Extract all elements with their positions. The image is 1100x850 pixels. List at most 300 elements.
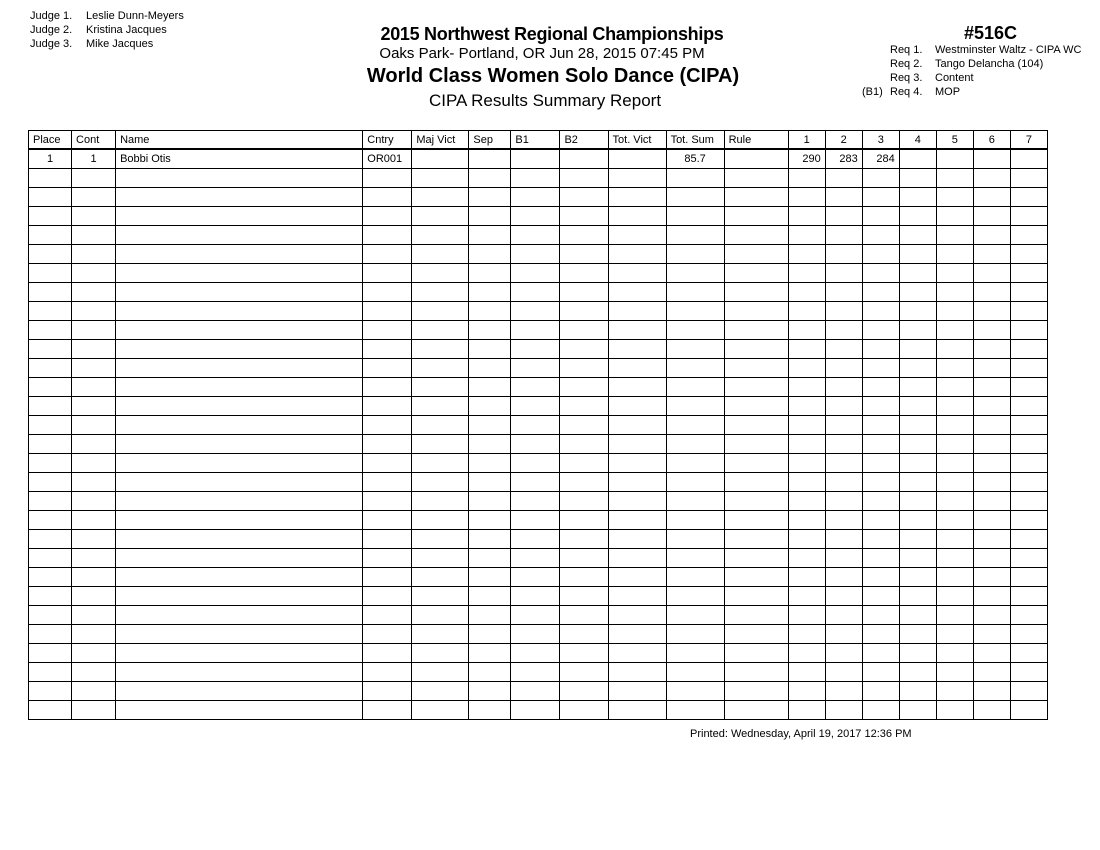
table-cell — [899, 340, 936, 359]
table-cell — [862, 169, 899, 188]
table-cell — [788, 378, 825, 397]
table-cell — [469, 378, 511, 397]
table-cell — [363, 416, 412, 435]
table-cell — [788, 302, 825, 321]
table-cell — [788, 207, 825, 226]
table-cell — [788, 644, 825, 663]
table-cell — [825, 530, 862, 549]
table-cell — [560, 663, 608, 682]
table-cell — [116, 511, 363, 530]
table-cell — [862, 378, 899, 397]
table-cell — [511, 340, 560, 359]
table-cell — [899, 264, 936, 283]
table-cell — [1010, 283, 1047, 302]
table-cell — [936, 169, 973, 188]
table-cell — [936, 188, 973, 207]
table-cell — [825, 283, 862, 302]
table-cell — [666, 701, 724, 720]
requirement-prefix: (B1) — [862, 86, 883, 98]
table-cell — [825, 587, 862, 606]
table-cell — [862, 397, 899, 416]
table-cell — [973, 245, 1010, 264]
table-cell — [560, 511, 608, 530]
table-cell — [511, 435, 560, 454]
table-cell — [936, 682, 973, 701]
table-cell — [560, 473, 608, 492]
table-cell — [560, 549, 608, 568]
results-table-header — [29, 131, 1048, 150]
table-cell — [116, 359, 363, 378]
table-cell — [560, 530, 608, 549]
table-cell — [825, 625, 862, 644]
table-row-empty — [29, 568, 1048, 587]
table-cell — [116, 264, 363, 283]
table-cell — [560, 264, 608, 283]
table-cell — [363, 188, 412, 207]
table-cell — [29, 701, 72, 720]
table-cell — [116, 606, 363, 625]
table-cell — [724, 149, 788, 169]
table-cell — [412, 587, 469, 606]
judge-name: Kristina Jacques — [86, 24, 167, 36]
table-cell — [825, 302, 862, 321]
table-cell — [973, 644, 1010, 663]
table-cell — [899, 549, 936, 568]
table-cell — [72, 663, 116, 682]
table-cell — [899, 454, 936, 473]
table-cell — [560, 625, 608, 644]
table-cell — [973, 321, 1010, 340]
table-cell — [72, 435, 116, 454]
column-header: Rule — [724, 131, 788, 150]
table-cell — [666, 264, 724, 283]
table-cell — [29, 568, 72, 587]
table-cell — [825, 321, 862, 340]
table-cell — [936, 321, 973, 340]
table-cell — [560, 644, 608, 663]
table-row-empty — [29, 473, 1048, 492]
table-cell — [666, 416, 724, 435]
table-cell — [973, 663, 1010, 682]
table-cell — [29, 663, 72, 682]
table-cell — [936, 397, 973, 416]
table-cell — [936, 340, 973, 359]
table-cell — [608, 606, 666, 625]
table-cell — [116, 283, 363, 302]
table-cell — [412, 454, 469, 473]
table-cell — [724, 340, 788, 359]
table-cell — [1010, 530, 1047, 549]
requirement-prefix — [862, 43, 890, 57]
table-row-empty — [29, 264, 1048, 283]
table-cell — [72, 606, 116, 625]
table-cell — [862, 663, 899, 682]
table-cell — [29, 606, 72, 625]
judge-name: Leslie Dunn-Meyers — [86, 10, 184, 22]
table-cell — [511, 207, 560, 226]
results-table-body — [29, 149, 1048, 720]
table-cell — [511, 530, 560, 549]
table-cell — [511, 283, 560, 302]
table-cell — [936, 416, 973, 435]
requirement-label: Req 3. — [890, 72, 923, 84]
column-header: 2 — [825, 131, 862, 150]
table-cell — [788, 264, 825, 283]
table-cell — [1010, 511, 1047, 530]
table-cell — [412, 321, 469, 340]
table-cell — [724, 207, 788, 226]
table-cell — [666, 568, 724, 587]
table-cell — [724, 492, 788, 511]
table-cell — [511, 625, 560, 644]
table-cell — [1010, 321, 1047, 340]
table-row-empty — [29, 606, 1048, 625]
report-name: CIPA Results Summary Report — [428, 91, 662, 110]
table-cell — [72, 188, 116, 207]
table-cell — [363, 207, 412, 226]
table-cell — [724, 302, 788, 321]
table-cell — [936, 511, 973, 530]
table-cell — [788, 511, 825, 530]
table-cell — [72, 701, 116, 720]
table-cell — [788, 682, 825, 701]
table-cell — [862, 416, 899, 435]
table-cell — [862, 454, 899, 473]
table-cell — [862, 245, 899, 264]
table-cell — [825, 454, 862, 473]
table-cell — [363, 359, 412, 378]
table-cell — [608, 188, 666, 207]
table-cell — [29, 530, 72, 549]
table-cell — [72, 321, 116, 340]
column-header: B2 — [560, 131, 608, 150]
table-cell — [936, 149, 973, 169]
table-row-empty — [29, 207, 1048, 226]
table-cell — [412, 149, 469, 169]
table-cell — [560, 454, 608, 473]
table-cell — [560, 340, 608, 359]
table-cell — [973, 149, 1010, 169]
table-cell — [1010, 207, 1047, 226]
table-cell — [469, 226, 511, 245]
table-cell — [72, 302, 116, 321]
table-cell — [862, 549, 899, 568]
table-cell — [936, 283, 973, 302]
table-cell — [936, 359, 973, 378]
table-cell — [825, 606, 862, 625]
table-cell — [412, 245, 469, 264]
table-cell — [29, 378, 72, 397]
table-cell — [469, 473, 511, 492]
table-cell — [469, 682, 511, 701]
table-cell — [936, 530, 973, 549]
table-cell — [936, 549, 973, 568]
table-cell — [560, 359, 608, 378]
table-cell — [1010, 473, 1047, 492]
table-cell — [788, 625, 825, 644]
table-cell — [511, 606, 560, 625]
table-cell — [412, 226, 469, 245]
table-cell — [511, 511, 560, 530]
table-cell — [973, 169, 1010, 188]
table-cell — [511, 264, 560, 283]
table-row-empty — [29, 302, 1048, 321]
table-cell — [666, 663, 724, 682]
table-row-empty — [29, 245, 1048, 264]
table-cell — [724, 226, 788, 245]
table-cell — [72, 454, 116, 473]
table-cell — [788, 606, 825, 625]
table-cell — [666, 359, 724, 378]
table-cell — [862, 587, 899, 606]
table-cell — [724, 663, 788, 682]
table-cell — [724, 188, 788, 207]
table-cell — [825, 682, 862, 701]
requirement-value: Tango Delancha (104) — [935, 58, 1044, 70]
table-cell — [469, 701, 511, 720]
table-cell — [788, 587, 825, 606]
table-cell — [936, 663, 973, 682]
table-cell — [973, 511, 1010, 530]
table-row-empty — [29, 587, 1048, 606]
table-cell — [825, 169, 862, 188]
table-cell — [363, 283, 412, 302]
table-cell — [899, 169, 936, 188]
table-cell — [72, 245, 116, 264]
table-cell — [1010, 340, 1047, 359]
table-cell — [511, 587, 560, 606]
printed-timestamp: Printed: Wednesday, April 19, 2017 12:36 PM — [690, 728, 912, 740]
table-row-empty — [29, 549, 1048, 568]
table-cell — [560, 606, 608, 625]
table-cell — [608, 245, 666, 264]
table-cell — [862, 264, 899, 283]
table-cell: 283 — [825, 149, 862, 169]
table-cell — [724, 416, 788, 435]
table-cell — [469, 302, 511, 321]
table-cell — [788, 359, 825, 378]
table-cell — [469, 359, 511, 378]
table-cell — [412, 188, 469, 207]
table-cell — [666, 169, 724, 188]
table-cell — [560, 321, 608, 340]
requirement-label: Req 1. — [890, 44, 923, 56]
table-cell — [469, 587, 511, 606]
requirement-line — [862, 57, 1081, 71]
table-cell — [899, 397, 936, 416]
table-cell — [862, 606, 899, 625]
table-cell — [973, 606, 1010, 625]
table-cell — [666, 283, 724, 302]
table-cell — [511, 359, 560, 378]
table-cell — [116, 454, 363, 473]
table-cell — [788, 226, 825, 245]
table-cell — [72, 207, 116, 226]
table-cell — [899, 625, 936, 644]
table-cell — [825, 207, 862, 226]
table-cell — [788, 397, 825, 416]
table-cell — [511, 701, 560, 720]
table-cell — [608, 492, 666, 511]
table-cell — [862, 644, 899, 663]
table-cell — [363, 321, 412, 340]
table-cell — [899, 359, 936, 378]
table-cell — [72, 511, 116, 530]
table-cell — [608, 397, 666, 416]
column-header: B1 — [511, 131, 560, 150]
table-cell — [825, 473, 862, 492]
table-cell — [608, 359, 666, 378]
table-cell — [363, 606, 412, 625]
table-cell — [116, 492, 363, 511]
table-cell — [1010, 549, 1047, 568]
table-cell — [29, 169, 72, 188]
table-row-empty — [29, 283, 1048, 302]
table-cell — [724, 644, 788, 663]
table-cell — [724, 264, 788, 283]
table-cell — [29, 511, 72, 530]
requirement-line — [862, 43, 1081, 57]
column-header: 1 — [788, 131, 825, 150]
column-header: 4 — [899, 131, 936, 150]
table-cell — [72, 549, 116, 568]
table-cell — [724, 283, 788, 302]
table-cell — [469, 568, 511, 587]
table-cell — [666, 473, 724, 492]
table-cell — [560, 378, 608, 397]
table-cell — [29, 492, 72, 511]
table-cell — [724, 169, 788, 188]
table-cell — [116, 302, 363, 321]
table-cell — [724, 568, 788, 587]
judge-label: Judge 2. — [30, 24, 73, 36]
column-header: 3 — [862, 131, 899, 150]
table-cell — [973, 283, 1010, 302]
table-cell — [666, 378, 724, 397]
table-cell — [788, 473, 825, 492]
table-cell — [29, 188, 72, 207]
table-cell — [72, 340, 116, 359]
table-cell — [862, 207, 899, 226]
column-header: 5 — [936, 131, 973, 150]
table-cell — [72, 568, 116, 587]
table-row-empty — [29, 169, 1048, 188]
table-cell — [608, 644, 666, 663]
table-cell — [29, 435, 72, 454]
table-cell — [608, 587, 666, 606]
table-row-empty — [29, 492, 1048, 511]
table-cell — [1010, 644, 1047, 663]
table-cell — [29, 245, 72, 264]
table-cell — [72, 378, 116, 397]
column-header: 6 — [973, 131, 1010, 150]
table-cell — [1010, 149, 1047, 169]
table-row-empty — [29, 416, 1048, 435]
table-cell — [511, 644, 560, 663]
event-name: World Class Women Solo Dance (CIPA) — [366, 65, 740, 87]
table-cell — [825, 701, 862, 720]
results-table — [28, 130, 1048, 720]
table-row-empty — [29, 682, 1048, 701]
table-cell — [608, 511, 666, 530]
table-cell — [899, 568, 936, 587]
table-cell — [29, 473, 72, 492]
table-cell — [72, 416, 116, 435]
table-cell — [825, 644, 862, 663]
table-cell — [511, 169, 560, 188]
table-cell — [666, 511, 724, 530]
table-cell — [1010, 378, 1047, 397]
table-cell — [973, 473, 1010, 492]
table-cell — [788, 169, 825, 188]
table-cell — [788, 188, 825, 207]
table-cell — [469, 644, 511, 663]
table-cell — [72, 492, 116, 511]
table-cell — [724, 511, 788, 530]
table-cell — [862, 682, 899, 701]
table-cell — [72, 625, 116, 644]
table-cell — [936, 454, 973, 473]
table-cell — [29, 302, 72, 321]
table-cell — [560, 149, 608, 169]
table-cell — [511, 492, 560, 511]
table-cell — [1010, 245, 1047, 264]
table-cell — [29, 625, 72, 644]
table-row-empty — [29, 397, 1048, 416]
table-cell — [363, 682, 412, 701]
table-cell — [666, 302, 724, 321]
table-cell — [825, 568, 862, 587]
table-cell — [469, 435, 511, 454]
table-cell — [862, 530, 899, 549]
table-cell — [469, 663, 511, 682]
table-cell — [862, 473, 899, 492]
table-cell — [899, 682, 936, 701]
table-row-empty — [29, 340, 1048, 359]
table-cell — [469, 340, 511, 359]
requirement-line — [862, 85, 1081, 99]
table-cell — [469, 264, 511, 283]
table-cell — [116, 587, 363, 606]
table-cell — [899, 663, 936, 682]
table-cell — [899, 302, 936, 321]
table-cell — [412, 340, 469, 359]
table-cell — [973, 549, 1010, 568]
table-cell — [29, 207, 72, 226]
table-cell — [666, 397, 724, 416]
table-cell — [1010, 587, 1047, 606]
table-cell — [412, 359, 469, 378]
table-cell — [511, 302, 560, 321]
table-cell — [788, 283, 825, 302]
table-cell — [412, 625, 469, 644]
column-header: Cont — [72, 131, 116, 150]
table-cell — [973, 568, 1010, 587]
table-cell — [469, 454, 511, 473]
table-cell — [560, 682, 608, 701]
table-cell — [608, 207, 666, 226]
table-cell — [469, 492, 511, 511]
table-cell — [1010, 359, 1047, 378]
table-row-empty — [29, 321, 1048, 340]
table-cell — [412, 302, 469, 321]
table-cell — [363, 663, 412, 682]
table-cell — [511, 245, 560, 264]
table-row-empty — [29, 378, 1048, 397]
table-cell — [936, 701, 973, 720]
table-cell — [116, 321, 363, 340]
table-cell — [116, 663, 363, 682]
